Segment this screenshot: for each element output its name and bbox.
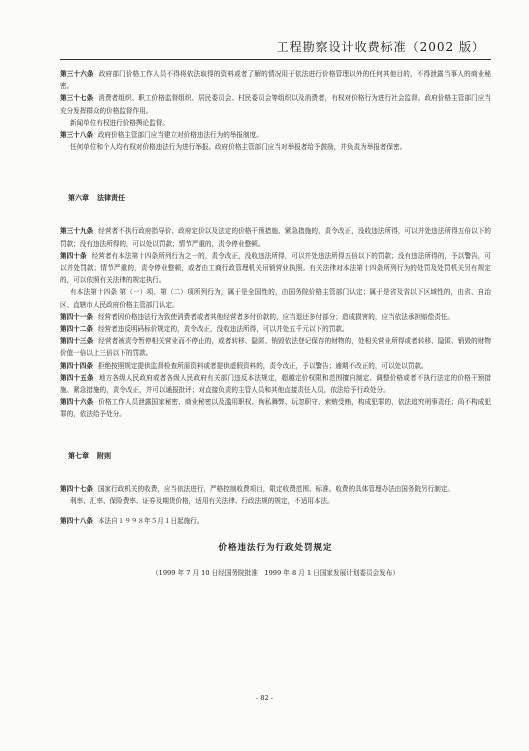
regulation-subtitle: （1999 年 7 月 10 日经国务院批准 1999 年 8 月 1 日国家发展计划委员会发布）	[152, 569, 399, 578]
articles-legal-liability	[60, 225, 491, 420]
article-44: 第四十四条 拒绝按照规定提供监督检查所需资料或者提供虚假资料的，责令改正，予以警告；逾期不改正的，可以处以罚款。	[60, 361, 428, 370]
article-37-para: 新闻单位有权进行价格舆论监督。	[70, 118, 169, 127]
article-38-para: 任何单位和个人均有权对价格违法行为进行举报。政府价格主管部门应当对举报者给予鼓励，并负责为举报者保密。	[70, 143, 407, 152]
article-42: 第四十二条 经营者违反明码标价规定的，责令改正，没收违法所得，可以并处五千元以下的罚款。	[60, 325, 349, 334]
article-46: 第四十六条 价格工作人员泄露国家秘密、商业秘密以及滥用职权、徇私舞弊、玩忽职守、索贿受贿，构成犯罪的，依法追究刑事责任；尚不构成犯罪的，依法给予处分。	[60, 398, 492, 419]
page-number: - 82 -	[255, 694, 274, 702]
header-rule	[60, 59, 491, 60]
articles-supplementary	[60, 483, 491, 528]
article-40-para: 有本法第十四条 第（一）项、第（二）项所列行为，属于是全国性的，由国务院价格主管部门认定；属于是省及省以下区域性的，由省、自治区、直辖市人民政府价格主管部门认定。	[60, 288, 491, 309]
article-41: 第四十一条 经营者因价格违法行为致使消费者或者其他经营者多付价款的，应当退还多付部分；造成损害的，应当依法承担赔偿责任。	[60, 312, 455, 321]
article-38: 第三十八条 政府价格主管部门应当建立对价格违法行为的举报制度。	[60, 131, 263, 140]
running-header: 工程勘察设计收费标准（2002 版）	[276, 40, 485, 54]
article-40: 第四十条 经营者有本法第十四条所列行为之一的，责令改正，没收违法所得，可以并处违法所得五倍以下的罚款；没有违法所得的，予以警告，可以并处罚款；情节严重的，责令停业整顿，或者由工商行政管理机关吊销营业执照。有关法律对本法第十四条所列行为的处罚及处罚机关另有规定的，可以依照有关法律的规定执行。	[60, 251, 492, 285]
chapter-6-heading: 第六章 法律责任	[68, 193, 125, 203]
article-48: 第四十八条 本法自１９９８年５月１日起施行。	[60, 517, 204, 526]
article-47-para: 利率、汇率、保险费率、证券及期货价格，适用有关法律、行政法规的规定，不适用本法。	[70, 496, 334, 505]
article-39: 第三十九条 经营者不执行政府指导价、政府定价以及法定的价格干预措施、紧急措施的，责令改正，没收违法所得，可以并处违法所得五倍以下的罚款；没有违法所得的，可以处以罚款；情节严重的，责令停业整顿。	[60, 227, 492, 248]
articles-supervision	[60, 68, 491, 153]
article-45: 第四十五条 地方各级人民政府或者各级人民政府有关部门违反本法规定，超越定价权限和范围擅自制定、调整价格或者不执行法定的价格干预措施、紧急措施的，责令改正，并可以通报批评；对直接负责的主管人员和其他直接责任人员，依法给予行政处分。	[60, 373, 492, 395]
regulation-title: 价格违法行为行政处罚规定	[218, 543, 333, 554]
article-37: 第三十七条 消费者组织、职工价格监督组织、居民委员会、村民委员会等组织以及消费者，有权对价格行为进行社会监督。政府价格主管部门应当充分发挥群众的价格监督作用。	[60, 94, 492, 115]
chapter-7-heading: 第七章 附则	[68, 450, 111, 460]
article-47: 第四十七条 国家行政机关的收费，应当依法进行，严格控制收费项目，限定收费范围、标准。收费的具体管理办法由国务院另行制定。	[60, 484, 455, 493]
article-43: 第四十三条 经营者被责令暂停相关营业而不停止的，或者转移、隐匿、销毁依法登记保存的财物的，处相关营业所得或者转移、隐匿、销毁的财物价值一倍以上三倍以下的罚款。	[60, 337, 492, 358]
article-36: 第三十六条 政府部门价格工作人员不得将依法取得的资料或者了解的情况用于依法进行价格管理以外的任何其他目的，不得泄露当事人的商业秘密。	[60, 70, 492, 91]
